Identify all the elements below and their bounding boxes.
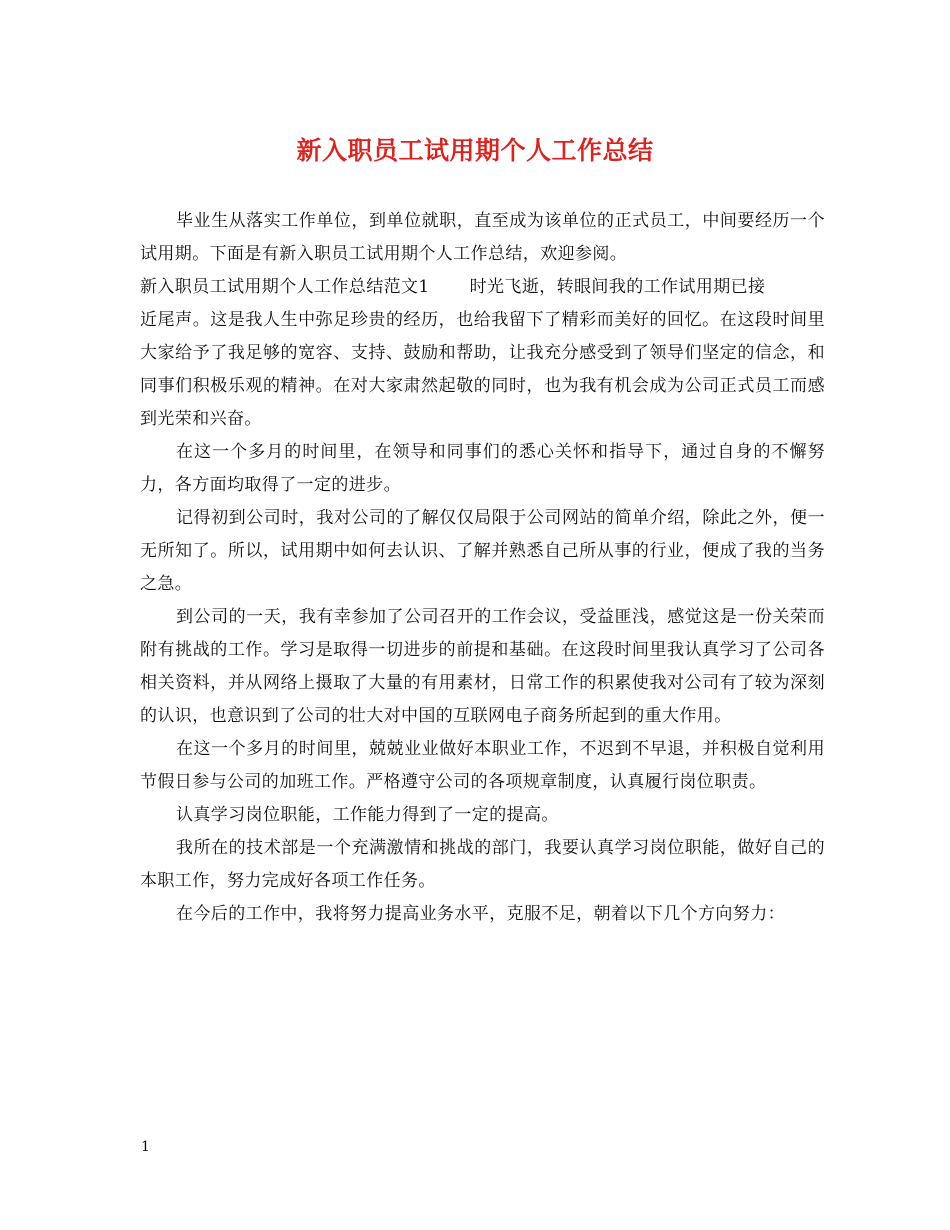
paragraph-3: 记得初到公司时，我对公司的了解仅仅局限于公司网站的简单介绍，除此之外，便一无所知了。所以，试用期中如何去认识、了解并熟悉自己所从事的行业，便成了我的当务之急。 <box>140 508 825 594</box>
document-body <box>140 205 825 931</box>
paragraph-4: 到公司的一天，我有幸参加了公司召开的工作会议，受益匪浅，感觉这是一份关荣而附有挑战的工作。学习是取得一切进步的前提和基础。在这段时间里我认真学习了公司各相关资料，并从网络上摄取了大量的有用素材，日常工作的积累使我对公司有了较为深刻的认识，也意识到了公司的壮大对中国的互联网电子商务所起到的重大作用。 <box>140 607 825 726</box>
heading-gap <box>430 271 470 304</box>
intro-paragraph: 毕业生从落实工作单位，到单位就职，直至成为该单位的正式员工，中间要经历一个试用期。下面是有新入职员工试用期个人工作总结，欢迎参阅。 <box>140 211 825 264</box>
paragraph-6: 认真学习岗位职能，工作能力得到了一定的提高。 <box>176 805 559 825</box>
sample-heading: 新入职员工试用期个人工作总结范文1 <box>140 277 430 297</box>
paragraph-1-rest: 近尾声。这是我人生中弥足珍贵的经历，也给我留下了精彩而美好的回忆。在这段时间里大家给予了我足够的宽容、支持、鼓励和帮助，让我充分感受到了领导们坚定的信念，和同事们积极乐观的精神。在对大家肃然起敬的同时，也为我有机会成为公司正式员工而感到光荣和兴奋。 <box>140 310 825 429</box>
document-title: 新入职员工试用期个人工作总结 <box>296 136 654 165</box>
page-number: 1 <box>141 1139 150 1155</box>
paragraph-8: 在今后的工作中，我将努力提高业务水平，克服不足，朝着以下几个方向努力： <box>176 904 785 924</box>
sample-first-sentence: 时光飞逝，转眼间我的工作试用期已接 <box>469 277 766 297</box>
sample-heading-line <box>140 271 825 304</box>
paragraph-2: 在这一个多月的时间里，在领导和同事们的悉心关怀和指导下，通过自身的不懈努力，各方面均取得了一定的进步。 <box>140 442 825 495</box>
paragraph-7: 我所在的技术部是一个充满激情和挑战的部门，我要认真学习岗位职能，做好自己的本职工作，努力完成好各项工作任务。 <box>140 838 825 891</box>
paragraph-5: 在这一个多月的时间里，兢兢业业做好本职业工作，不迟到不早退，并积极自觉利用节假日参与公司的加班工作。严格遵守公司的各项规章制度，认真履行岗位职责。 <box>140 739 825 792</box>
